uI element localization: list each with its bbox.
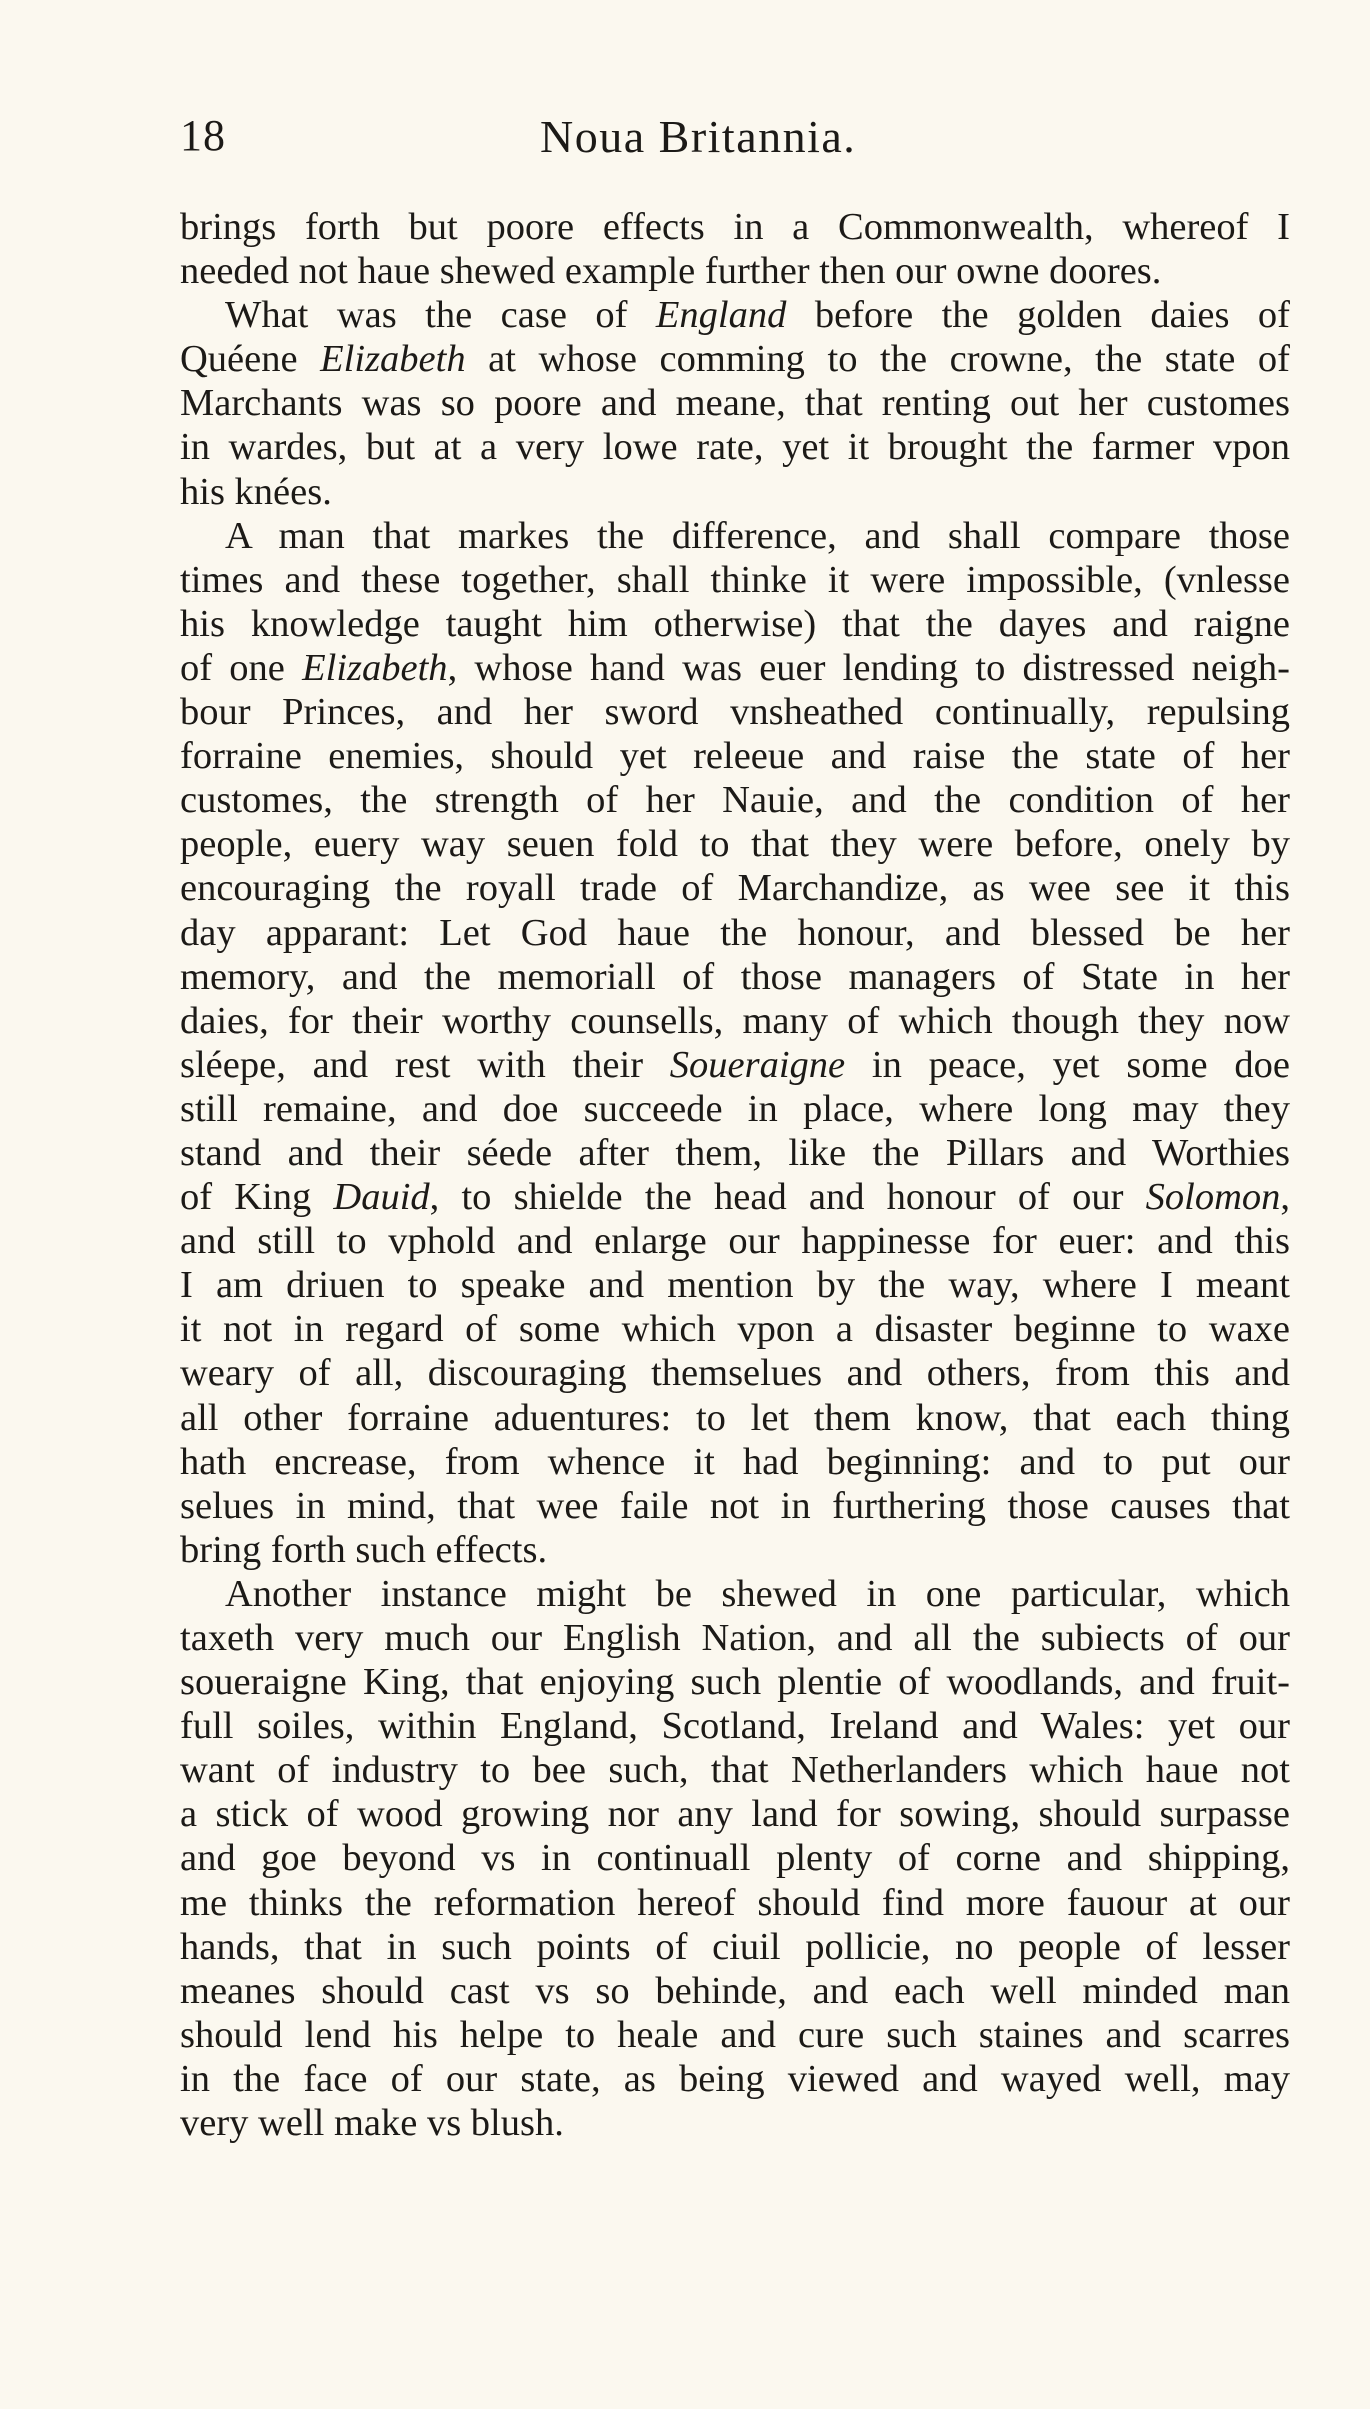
text-line: times and these together, shall thinke it were impossible, (vnlesse	[180, 558, 1290, 601]
text-line: sléepe, and rest with their Soueraigne in peace, yet some doe	[180, 1043, 1290, 1086]
text-line: encouraging the royall trade of Marchandize, as wee see it this	[180, 867, 1290, 910]
text-line: selues in mind, that wee faile not in furthering those causes that	[180, 1484, 1290, 1527]
text-line: daies, for their worthy counsells, many of which though they now	[180, 999, 1290, 1042]
text-line: Marchants was so poore and meane, that renting out her customes	[180, 382, 1290, 425]
text-line: it not in regard of some which vpon a disaster beginne to waxe	[180, 1308, 1290, 1351]
text-line: needed not haue shewed example further then our owne doores.	[180, 250, 1162, 293]
text-line: a stick of wood growing nor any land for sowing, should surpasse	[180, 1793, 1290, 1836]
text-line: should lend his helpe to heale and cure such staines and scarres	[180, 2013, 1290, 2056]
running-title: Noua Britannia.	[540, 111, 857, 162]
body-text	[180, 205, 1290, 2145]
text-line: forraine enemies, should yet releeue and raise the state of her	[180, 735, 1290, 778]
text-line: stand and their séede after them, like the Pillars and Worthies	[180, 1131, 1290, 1174]
text-line: Another instance might be shewed in one particular, which	[225, 1572, 1290, 1615]
text-line: What was the case of England before the golden daies of	[225, 294, 1290, 337]
text-line: all other forraine aduentures: to let them know, that each thing	[180, 1396, 1290, 1439]
text-line: bring forth such effects.	[180, 1528, 548, 1571]
text-line: I am driuen to speake and mention by the way, where I meant	[180, 1264, 1290, 1307]
text-line: brings forth but poore effects in a Commonwealth, whereof I	[180, 206, 1290, 248]
text-line: me thinks the reformation hereof should find more fauour at our	[180, 1881, 1290, 1924]
text-line: want of industry to bee such, that Netherlanders which haue not	[180, 1749, 1290, 1792]
text-line: and goe beyond vs in continuall plenty of corne and shipping,	[180, 1837, 1290, 1880]
text-line: and still to vphold and enlarge our happinesse for euer: and this	[180, 1220, 1290, 1263]
text-line: day apparant: Let God haue the honour, and blessed be her	[180, 911, 1290, 954]
text-line: hands, that in such points of ciuil pollicie, no people of lesser	[180, 1925, 1290, 1968]
text-line: his knées.	[180, 470, 332, 513]
text-line: meanes should cast vs so behinde, and each well minded man	[180, 1969, 1290, 2012]
text-line: of King Dauid, to shielde the head and honour of our Solomon,	[180, 1176, 1290, 1219]
text-line: people, euery way seuen fold to that they were before, onely by	[180, 823, 1290, 866]
text-line: weary of all, discouraging themselues and others, from this and	[180, 1352, 1290, 1395]
text-line: customes, the strength of her Nauie, and the condition of her	[180, 779, 1290, 822]
text-line: very well make vs blush.	[180, 2102, 564, 2145]
text-line: in wardes, but at a very lowe rate, yet it brought the farmer vpon	[180, 426, 1290, 469]
text-line: his knowledge taught him otherwise) that the dayes and raigne	[180, 602, 1290, 645]
text-line: full soiles, within England, Scotland, Ireland and Wales: yet our	[180, 1705, 1290, 1748]
text-line: hath encrease, from whence it had beginning: and to put our	[180, 1440, 1290, 1483]
text-line: bour Princes, and her sword vnsheathed continually, repulsing	[180, 691, 1290, 734]
text-line: of one Elizabeth, whose hand was euer lending to distressed neigh-	[180, 646, 1290, 689]
page-number: 18	[180, 111, 226, 160]
text-line: taxeth very much our English Nation, and all the subiects of our	[180, 1617, 1290, 1659]
text-line: soueraigne King, that enjoying such plentie of woodlands, and fruit-	[180, 1661, 1290, 1704]
text-line: A man that markes the difference, and shall compare those	[225, 514, 1290, 557]
text-line: Quéene Elizabeth at whose comming to the crowne, the state of	[180, 338, 1290, 381]
text-line: memory, and the memoriall of those managers of State in her	[180, 955, 1290, 998]
text-line: still remaine, and doe succeede in place, where long may they	[180, 1087, 1290, 1130]
text-line: in the face of our state, as being viewed and wayed well, may	[180, 2057, 1290, 2100]
page-header	[180, 110, 1290, 170]
